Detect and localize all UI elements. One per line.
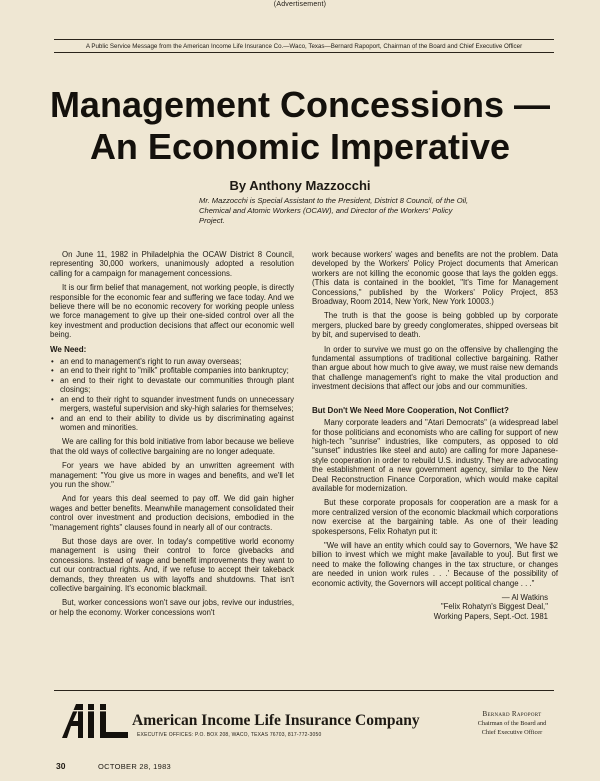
paragraph: It is our firm belief that management, not working people, is directly responsible for the economic fear and suffering we face today. And we believe there will be no economic recovery for working people unless we force management to give up their one-sided control over all the key investment and production decisions that affect our economic well being. — [50, 283, 294, 340]
page-number: 30 — [56, 761, 66, 771]
list-item: • an end to management's right to run away overseas; — [60, 357, 294, 366]
paragraph: But those days are over. In today's competitive world economy management is using their control to force givebacks and concessions. Instead of wage and benefit improvements they want to cut our contractual rights. And, if we refuse to accept their takeback demands, they threaten us with layoffs and shutdowns. That isn't collective bargaining. It's economic blackmail. — [50, 536, 294, 593]
ail-logo — [60, 702, 130, 740]
paragraph: But these corporate proposals for cooperation are a mask for a more centralized version of the economic blackmail which corporations now exercise at the bargaining table. As one of their leading spokespersons, Felix Rohatyn put it: — [312, 498, 558, 536]
paragraph: But, worker concessions won't save our jobs, revive our industries, or help the economy. Worker concessions won't — [50, 598, 294, 617]
author-bio: Mr. Mazzocchi is Special Assistant to the President, District 8 Council, of the Oil, Chemical and Atomic Workers (OCAW), and Director of the Workers' Policy Project. — [199, 196, 469, 225]
paragraph: On June 11, 1982 in Philadelphia the OCAW District 8 Council, representing 30,000 workers, unanimously adopted a resolution calling for a campaign for management concessions. — [50, 250, 294, 278]
paragraph: In order to survive we must go on the offensive by challenging the fundamental assumptions of traditional collective bargaining. Rather than argue about how much to give away, we must raise new demands that challenge management's right to make the vital production and investment decisions that affect our jobs and our communities. — [312, 344, 558, 392]
top-rule — [54, 39, 554, 40]
executive-signature — [462, 710, 562, 737]
paragraph: The truth is that the goose is being gobbled up by corporate mergers, plucked bare by greedy conglomerates, shipped overseas bit by bit, and supervised to death. — [312, 311, 558, 340]
title-line-2: An Economic Imperative — [89, 126, 511, 167]
footer-rule — [54, 690, 554, 691]
needs-list — [50, 357, 294, 432]
column-left — [50, 250, 294, 622]
paragraph: For years we have abided by an unwritten agreement with management: "You give us more in wages and benefits, and we'll let you run the show." — [50, 461, 294, 489]
public-service-line: A Public Service Message from the American Income Life Insurance Co.—Waco, Texas—Bernard Rapoport, Chairman of the Board and Chief Executive Officer — [85, 43, 523, 50]
paragraph: Many corporate leaders and "Atari Democrats" (a widespread label for those politicians and economists who are calling for support of new high-tech "sunrise" industries, like computers, as opposed to old "sunset" industries like steel and auto) are calling for more Japanese-style cooperation in order to rebuild U.S. industry. They are advocating the establishment of a new government agency, similar to the New Deal Reconstruction Finance Corporation, which would make capital available for modernization. — [312, 418, 558, 493]
advertisement-label: (Advertisement) — [273, 1, 327, 8]
paragraph: We are calling for this bold initiative from labor because we believe that the old ways of collective bargaining are no longer adequate. — [50, 437, 294, 456]
paragraph: work because workers' wages and benefits are not the problem. Data developed by the Workers' Policy Project documents that American workers are not killing the economic goose that lays the golden eggs. (This data is contained in the booklet, "It's Time for Management Concessions," published by the Workers' Policy Project, 853 Broadway, Room 2014, New York, New York 10003.) — [312, 250, 558, 307]
title-line-1: Management Concessions — — [49, 84, 551, 125]
issue-date: OCTOBER 28, 1983 — [98, 762, 172, 771]
company-name: American Income Life Insurance Company — [132, 712, 420, 729]
column-right — [312, 250, 558, 621]
cooperation-heading: But Don't We Need More Cooperation, Not Conflict? — [312, 405, 509, 415]
we-need-heading: We Need: — [50, 344, 87, 354]
list-item: • an end to their right to "milk" profitable companies into bankruptcy; — [60, 366, 294, 375]
attribution-title: "Felix Rohatyn's Biggest Deal," — [440, 602, 548, 612]
list-item: • an end to their right to devastate our communities through plant closings; — [60, 376, 294, 395]
article-title — [30, 84, 570, 168]
quote-attribution — [312, 593, 548, 621]
quote: "We will have an entity which could say to Governors, 'We have $2 billion to invest which we might make [available to you]. But first we need to make the following changes in the tax structure, or changes are needed in union work rules . . .' Because of the possibility of economic activity, the Governors will accept political change . . ." — [312, 540, 558, 588]
executive-title-2: Chief Executive Officer — [481, 729, 543, 736]
attribution-author: — Al Watkins — [501, 593, 548, 602]
list-item: • an end to their right to squander investment funds on unnecessary mergers, wasteful supervision and sky-high salaries for themselves; — [60, 395, 294, 414]
executive-name: Bernard Rapoport — [482, 710, 542, 718]
byline: By Anthony Mazzocchi — [229, 178, 371, 193]
executive-title-1: Chairman of the Board and — [477, 720, 547, 727]
header-rule — [54, 52, 554, 53]
attribution-source: Working Papers, Sept.-Oct. 1981 — [433, 611, 548, 621]
list-item: • and an end to their ability to divide us by discriminating against women and minorities. — [60, 414, 294, 433]
paragraph: And for years this deal seemed to pay off. We did gain higher wages and better benefits. Meanwhile management consolidated their control over investment and production decisions, embodied in the "management rights" clauses found in nearly all of our contracts. — [50, 494, 294, 532]
executive-offices: EXECUTIVE OFFICES: P.O. BOX 208, WACO, TEXAS 76703, 817-772-3050 — [137, 732, 322, 738]
